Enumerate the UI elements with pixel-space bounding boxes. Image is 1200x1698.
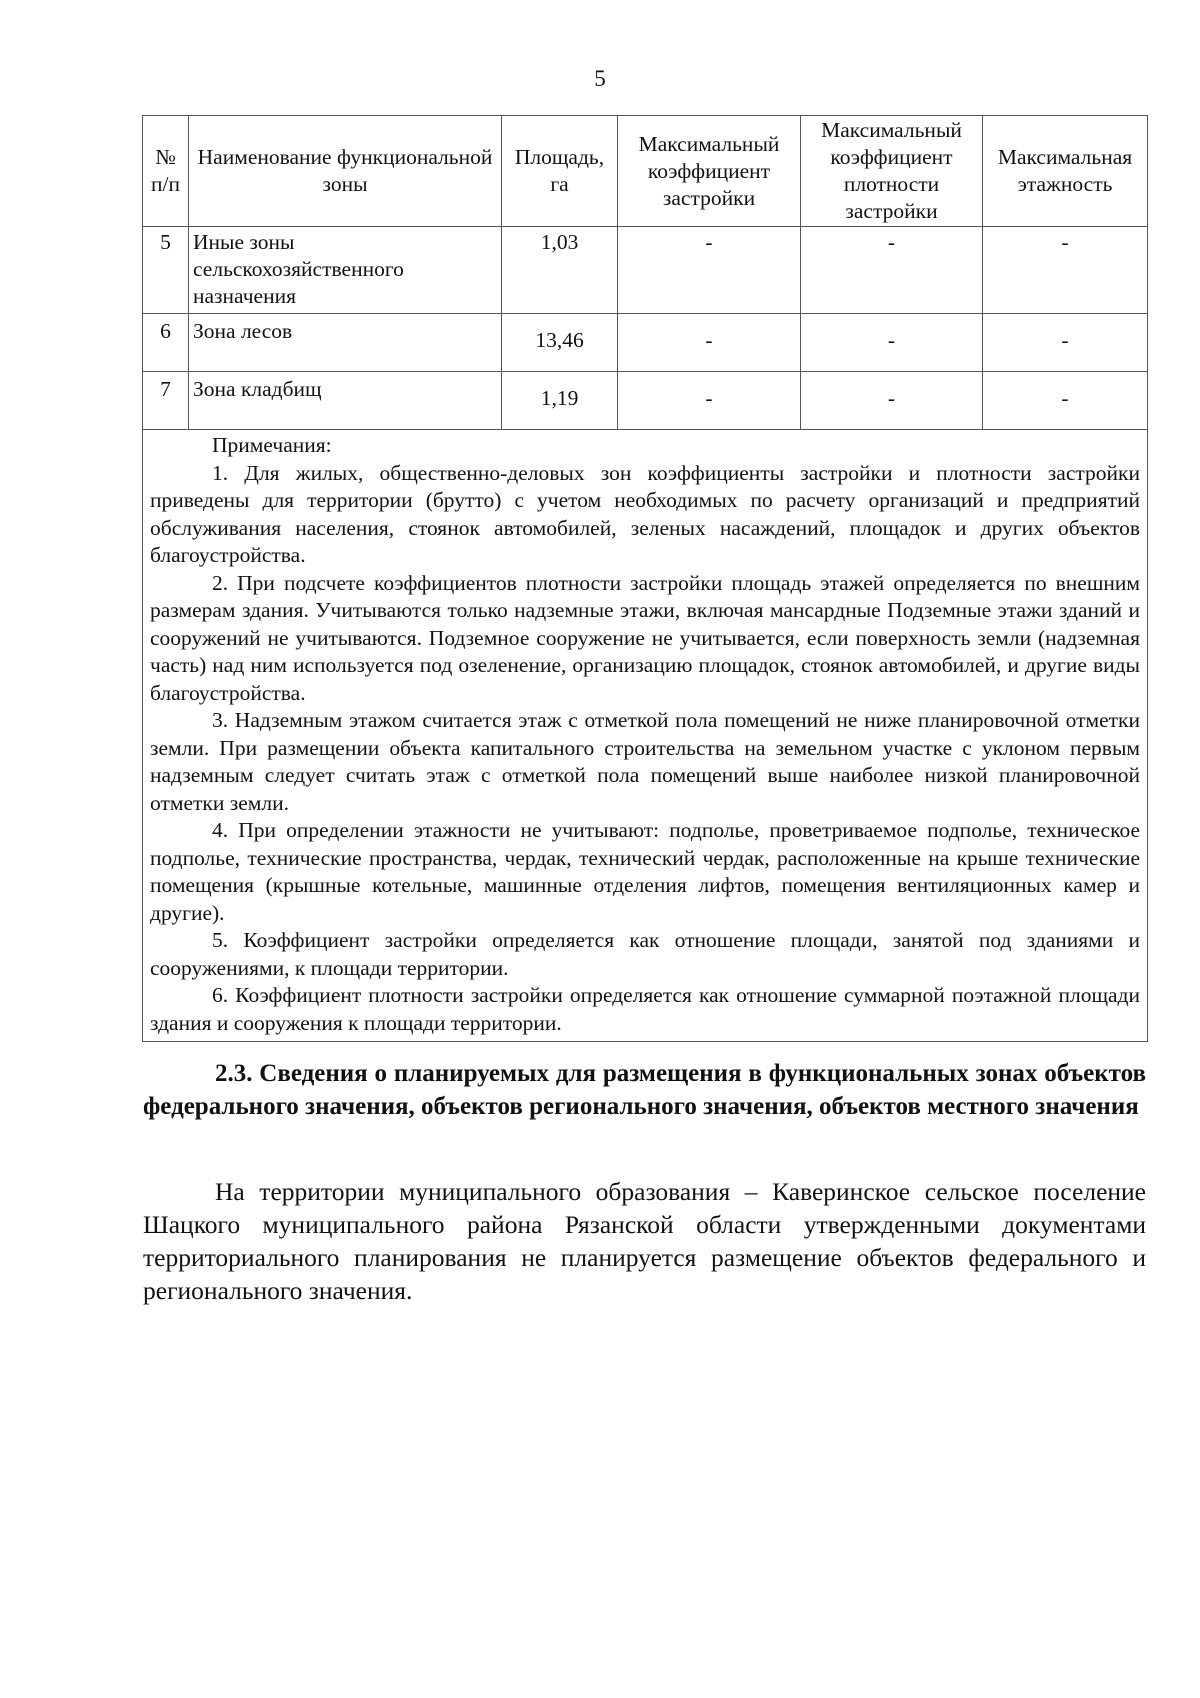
header-zone-name: Наименование функциональной зоны [189, 116, 502, 227]
table-notes [143, 430, 1148, 1042]
page-number: 5 [594, 66, 606, 91]
note-item: 2. При подсчете коэффициентов плотности застройки площадь этажей определяется по внешним размерам здания. Учитываются только надземные этажи, включая мансардные Подземные этажи зданий и сооружений не учитываются. Подземное сооружение не учитывается, если поверхность земли (надземная часть) над ним используется под озеленение, организацию площадок, стоянок автомобилей, и другие виды благоустройства. [150, 570, 1140, 705]
row-area: 1,19 [502, 372, 618, 430]
table-row [143, 227, 1148, 314]
note-item: 1. Для жилых, общественно-деловых зон коэффициенты застройки и плотности застройки приведены для территории (брутто) с учетом необходимых по расчету организаций и предприятий обслуживания населения, стоянок автомобилей, зеленых насаждений, площадок и других объектов благоустройства. [150, 460, 1140, 567]
row-max-floors: - [983, 314, 1148, 372]
row-num: 5 [143, 227, 189, 314]
row-max-density-ratio: - [801, 314, 983, 372]
header-max-building-ratio: Максимальный коэффициент застройки [618, 116, 801, 227]
functional-zones-table [142, 115, 1148, 1042]
note-item: 6. Коэффициент плотности застройки определяется как отношение суммарной поэтажной площади здания и сооружения к площади территории. [150, 983, 1140, 1035]
row-num: 6 [143, 314, 189, 372]
row-max-density-ratio: - [801, 227, 983, 314]
table-notes-row [143, 430, 1148, 1042]
row-max-building-ratio: - [618, 227, 801, 314]
table-row [143, 372, 1148, 430]
notes-title: Примечания: [212, 433, 332, 457]
row-max-building-ratio: - [618, 372, 801, 430]
row-area: 1,03 [502, 227, 618, 314]
row-max-building-ratio: - [618, 314, 801, 372]
section-body: На территории муниципального образования – Каверинское сельское поселение Шацкого муниципального района Рязанской области утвержденными документами территориального планирования не планируется размещение объектов федерального и регионального значения. [143, 1177, 1146, 1305]
section-heading: 2.3. Сведения о планируемых для размещения в функциональных зонах объектов федерального значения, объектов регионального значения, объектов местного значения [143, 1060, 1146, 1120]
table-row [143, 314, 1148, 372]
row-zone-name: Зона кладбищ [189, 372, 502, 430]
note-item: 3. Надземным этажом считается этаж с отметкой пола помещений не ниже планировочной отметки земли. При размещении объекта капитального строительства на земельном участке с уклоном первым надземным следует считать этаж с отметкой пола помещений выше наиболее низкой планировочной отметки земли. [150, 708, 1140, 815]
row-zone-name: Иные зоны сельскохозяйственного назначения [189, 227, 502, 314]
row-max-floors: - [983, 227, 1148, 314]
table-header-row [143, 116, 1148, 227]
header-max-density-ratio: Максимальный коэффициент плотности застройки [801, 116, 983, 227]
row-max-floors: - [983, 372, 1148, 430]
note-item: 5. Коэффициент застройки определяется как отношение площади, занятой под зданиями и сооружениями, к площади территории. [150, 928, 1140, 980]
header-area: Площадь, га [502, 116, 618, 227]
note-item: 4. При определении этажности не учитывают: подполье, проветриваемое подполье, техническое подполье, технические пространства, чердак, технический чердак, расположенные на крыше технические помещения (крышные котельные, машинные отделения лифтов, помещения вентиляционных камер и другие). [150, 818, 1140, 925]
row-num: 7 [143, 372, 189, 430]
row-zone-name: Зона лесов [189, 314, 502, 372]
row-area: 13,46 [502, 314, 618, 372]
header-num: № п/п [143, 116, 189, 227]
header-max-floors: Максимальная этажность [983, 116, 1148, 227]
row-max-density-ratio: - [801, 372, 983, 430]
